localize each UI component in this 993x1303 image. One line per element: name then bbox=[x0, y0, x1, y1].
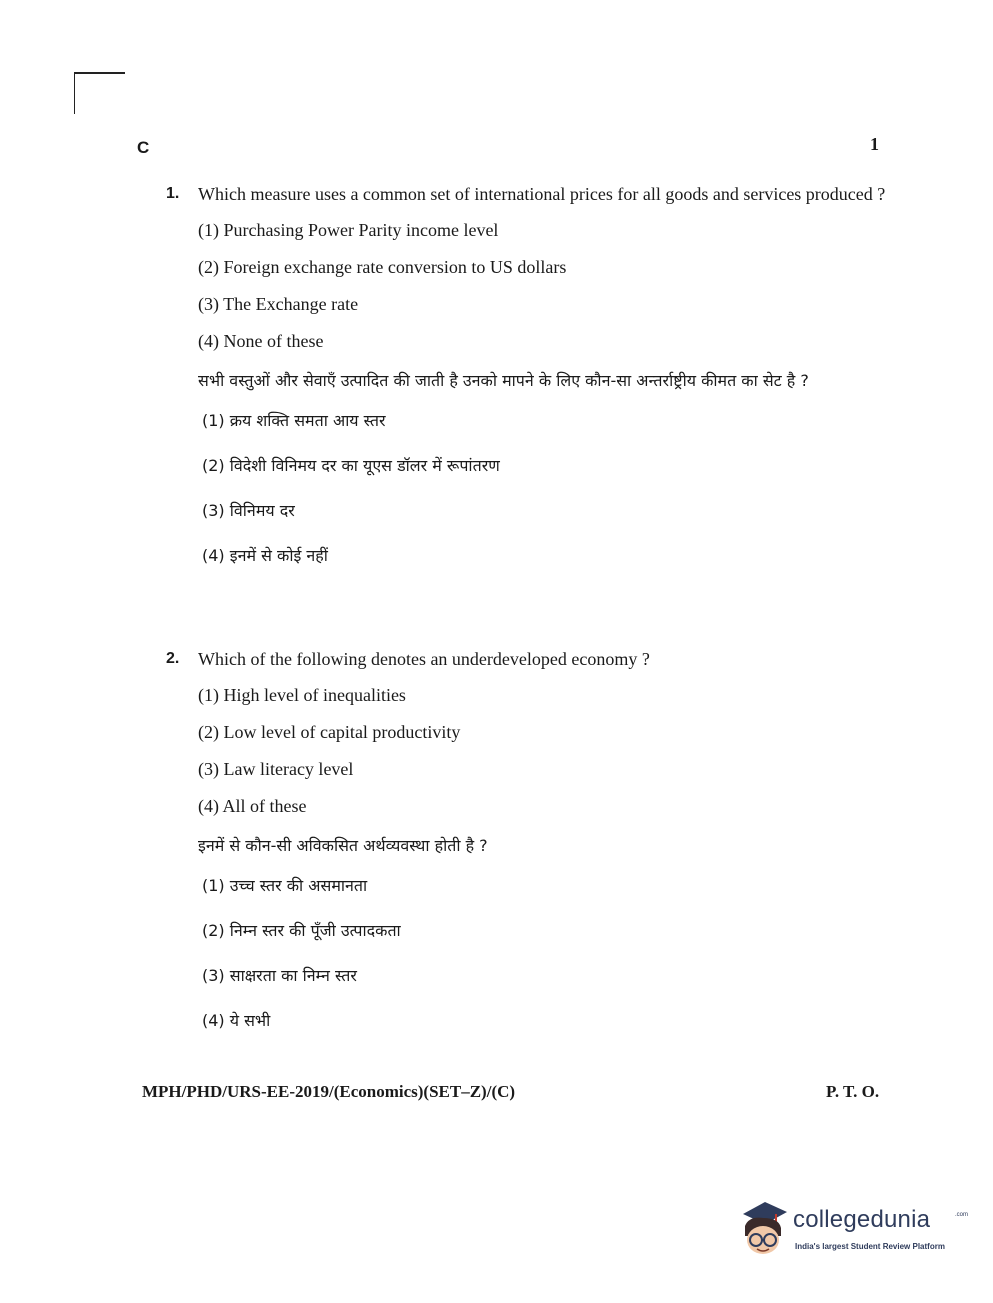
question-text-hi: इनमें से कौन-सी अविकसित अर्थव्यवस्था होती है ? bbox=[198, 836, 488, 855]
option-hi: (4) ये सभी bbox=[202, 1011, 271, 1030]
option-en: (4) All of these bbox=[198, 796, 307, 816]
collegedunia-brand[interactable] bbox=[735, 1196, 969, 1266]
page-number: 1 bbox=[870, 134, 879, 154]
option-en: (1) Purchasing Power Parity income level bbox=[198, 220, 499, 240]
option-hi: (4) इनमें से कोई नहीं bbox=[202, 546, 328, 565]
question-2 bbox=[166, 645, 886, 1053]
options-hi bbox=[202, 873, 886, 1053]
set-letter: C bbox=[137, 138, 150, 157]
question-1 bbox=[166, 180, 886, 588]
option-en: (3) Law literacy level bbox=[198, 759, 354, 779]
question-header bbox=[166, 180, 886, 208]
question-number: 2. bbox=[166, 650, 180, 667]
question-header bbox=[166, 645, 886, 673]
option-hi: (2) निम्न स्तर की पूँजी उत्पादकता bbox=[202, 921, 401, 940]
brand-name: collegedunia bbox=[793, 1206, 931, 1233]
options-en bbox=[198, 216, 886, 364]
question-text-en: Which measure uses a common set of international prices for all goods and services produced ? bbox=[198, 184, 886, 204]
question-text-en: Which of the following denotes an underdeveloped economy ? bbox=[198, 649, 650, 669]
question-number: 1. bbox=[166, 185, 180, 202]
option-hi: (1) क्रय शक्ति समता आय स्तर bbox=[202, 411, 386, 430]
brand-domain: .com bbox=[955, 1212, 969, 1218]
options-en bbox=[198, 681, 886, 829]
option-en: (2) Foreign exchange rate conversion to US dollars bbox=[198, 257, 567, 277]
option-hi: (3) विनिमय दर bbox=[202, 501, 295, 520]
paper-code: MPH/PHD/URS-EE-2019/(Economics)(SET–Z)/(C) bbox=[142, 1082, 516, 1101]
option-hi: (3) साक्षरता का निम्न स्तर bbox=[202, 966, 357, 985]
option-en: (2) Low level of capital productivity bbox=[198, 722, 461, 742]
page-corner-mark bbox=[74, 72, 125, 114]
graduate-face-icon bbox=[735, 1196, 791, 1264]
option-hi: (2) विदेशी विनिमय दर का यूएस डॉलर में रूपांतरण bbox=[202, 456, 500, 475]
option-en: (3) The Exchange rate bbox=[198, 294, 359, 314]
question-text-hi: सभी वस्तुओं और सेवाएँ उत्पादित की जाती है उनको मापने के लिए कौन-सा अन्तर्राष्ट्रीय कीमत का सेट है ? bbox=[198, 371, 809, 390]
options-hi bbox=[202, 408, 886, 588]
option-en: (1) High level of inequalities bbox=[198, 685, 406, 705]
pto-label: P. T. O. bbox=[826, 1082, 880, 1101]
brand-tagline: India's largest Student Review Platform bbox=[795, 1242, 945, 1251]
option-en: (4) None of these bbox=[198, 331, 324, 351]
option-hi: (1) उच्च स्तर की असमानता bbox=[202, 876, 368, 895]
